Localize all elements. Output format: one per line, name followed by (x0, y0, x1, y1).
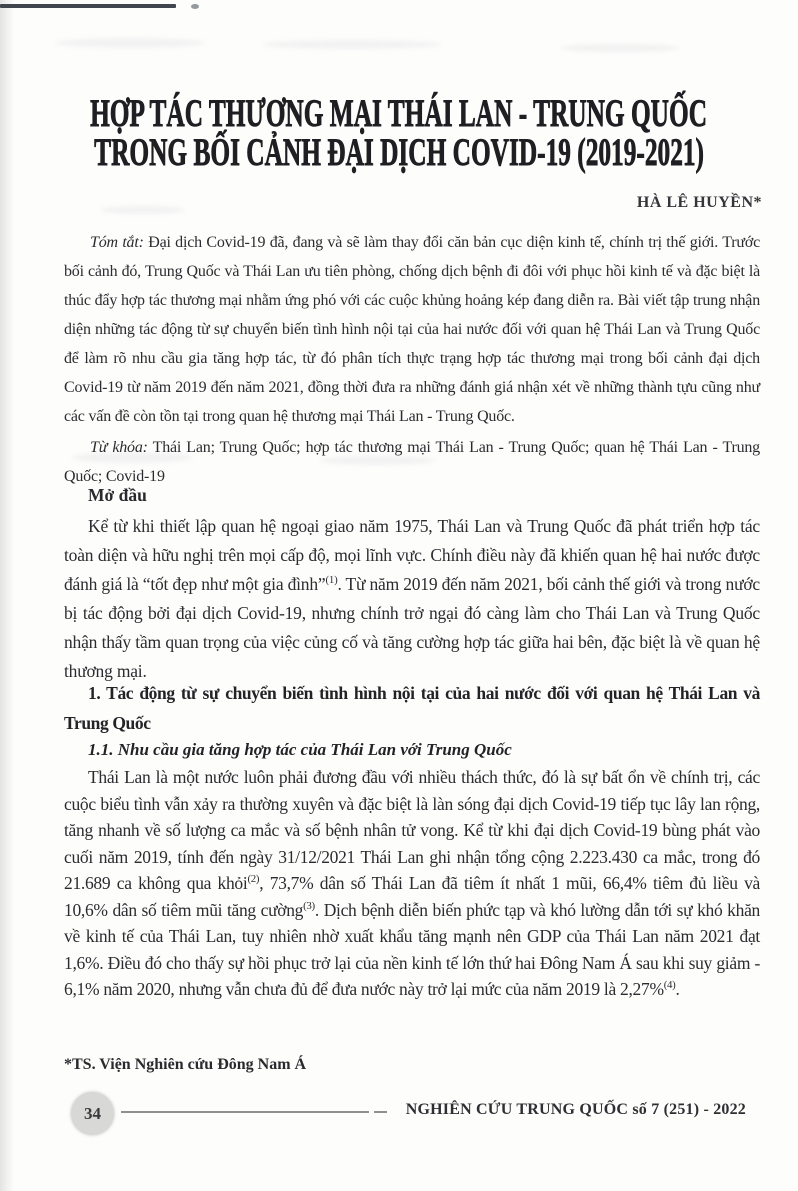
journal-name: NGHIÊN CỨU TRUNG QUỐC số 7 (251) - 2022 (405, 1101, 746, 1118)
footnote-ref: (3) (303, 899, 315, 912)
abstract-text: Đại dịch Covid-19 đã, đang và sẽ làm thay đổi căn bản cục diện kinh tế, chính trị thế giới. Trước bối cảnh đó, Trung Quốc và Thái Lan ưu tiên phòng, chống dịch bệnh đi đôi với phục hồi kinh tế và đặc biệt là thúc đẩy hợp tác thương mại nhằm ứng phó với các cuộc khủng hoảng kép đang diễn ra. Bài viết tập trung nhận diện những tác động từ sự chuyển biến tình hình nội tại của hai nước đối với quan hệ Thái Lan và Trung Quốc để làm rõ nhu cầu gia tăng hợp tác, từ đó phân tích thực trạng hợp tác thương mại trong bối cảnh đại dịch Covid-19 từ năm 2019 đến năm 2021, đồng thời đưa ra những đánh giá nhận xét về những thành tựu cũng như các vấn đề còn tồn tại trong quan hệ thương mại Thái Lan - Trung Quốc. (64, 234, 760, 425)
article-title (0, 94, 798, 172)
abstract-paragraph (64, 228, 760, 431)
article-title-line1-wrap (0, 94, 798, 133)
scan-dot-artifact (191, 4, 199, 9)
intro-heading: Mở đầu (88, 485, 147, 505)
section-1-1-paragraph (64, 764, 760, 1003)
footnote-ref: (2) (247, 873, 260, 886)
keywords-text: Thái Lan; Trung Quốc; hợp tác thương mại Thái Lan - Trung Quốc; quan hệ Thái Lan - Trung Quốc; Covid-19 (64, 439, 760, 485)
page-edge-shadow (0, 0, 14, 1191)
intro-paragraph (64, 512, 760, 686)
section-1-heading: 1. Tác động từ sự chuyển biến tình hình nội tại của hai nước đối với quan hệ Thái Lan và Trung Quốc (64, 683, 760, 733)
footnote-ref: (4) (663, 979, 676, 992)
author-affiliation-footnote: *TS. Viện Nghiên cứu Đông Nam Á (64, 1056, 307, 1073)
text-segment: Kể từ khi thiết lập quan hệ ngoại giao năm 1975, Thái Lan và Trung Quốc đã phát triển hợp tác toàn diện và hữu nghị trên mọi cấp độ, mọi lĩnh vực. Chính điều này đã khiến quan hệ hai nước được đánh giá là “tốt đẹp như một gia đình” (64, 516, 760, 594)
footer-rule (121, 1111, 369, 1113)
section-1-1-heading: 1.1. Nhu cầu gia tăng hợp tác của Thái Lan với Trung Quốc (88, 740, 512, 759)
text-segment: Thái Lan là một nước luôn phải đương đầu với nhiều thách thức, đó là sự bất ổn về chính trị, các cuộc biểu tình vẫn xảy ra thường xuyên và đặc biệt là làn sóng đại dịch Covid-19 tiếp tục lây lan rộng, tăng nhanh về số lượng ca mắc và số bệnh nhân tử vong. Kể từ khi đại dịch Covid-19 bùng phát vào cuối năm 2019, tính đến ngày 31/12/2021 Thái Lan ghi nhận tổng cộng 2.223.430 ca mắc, trong đó 21.689 ca không qua khỏi (64, 767, 760, 893)
scan-smudge (100, 206, 185, 214)
scan-smudge (560, 44, 680, 52)
scan-smudge (55, 38, 205, 48)
article-title-line2-wrap (0, 133, 798, 172)
scan-smudge (262, 40, 442, 49)
footer-rule-dash (374, 1111, 387, 1113)
footnote-ref: (1) (325, 574, 338, 587)
scan-edge-artifact (0, 4, 176, 8)
text-segment: , 73,7% dân số Thái Lan đã tiêm ít nhất 1 mũi, 66,4% tiêm đủ liều và 10,6% dân số tiêm mũi tăng cường (64, 873, 760, 920)
abstract-label: Tóm tắt: (90, 234, 144, 251)
keywords-label: Từ khóa: (90, 439, 148, 456)
page-number-badge: 34 (71, 1092, 114, 1135)
author-name: HÀ LÊ HUYỀN* (636, 194, 762, 211)
text-segment: . Từ năm 2019 đến năm 2021, bối cảnh thế giới và trong nước bị tác động bởi đại dịch Covid-19, nhưng chính trở ngại đó càng làm cho Thái Lan và Trung Quốc nhận thấy tầm quan trọng của việc củng cố và tăng cường hợp tác giữa hai bên, đặc biệt là về quan hệ thương mại. (64, 574, 760, 681)
article-title-line1: HỢP TÁC THƯƠNG MẠI THÁI LAN - TRUNG QUỐC (90, 92, 708, 135)
article-title-line2: TRONG BỐI CẢNH ĐẠI DỊCH COVID-19 (2019-2021) (94, 131, 704, 174)
keywords-paragraph (64, 433, 760, 491)
text-segment: . Dịch bệnh diễn biến phức tạp và khó lường dẫn tới sự khó khăn về kinh tế của Thái Lan, tuy nhiên nhờ xuất khẩu tăng mạnh nên GDP của Thái Lan năm 2021 đạt 1,6%. Điều đó cho thấy sự hồi phục trở lại của nền kinh tế lớn thứ hai Đông Nam Á sau khi suy giảm - 6,1% năm 2020, nhưng vẫn chưa đủ để đưa nước này trở lại mức của năm 2019 là 2,27% (64, 899, 760, 999)
text-segment: . (675, 979, 680, 999)
